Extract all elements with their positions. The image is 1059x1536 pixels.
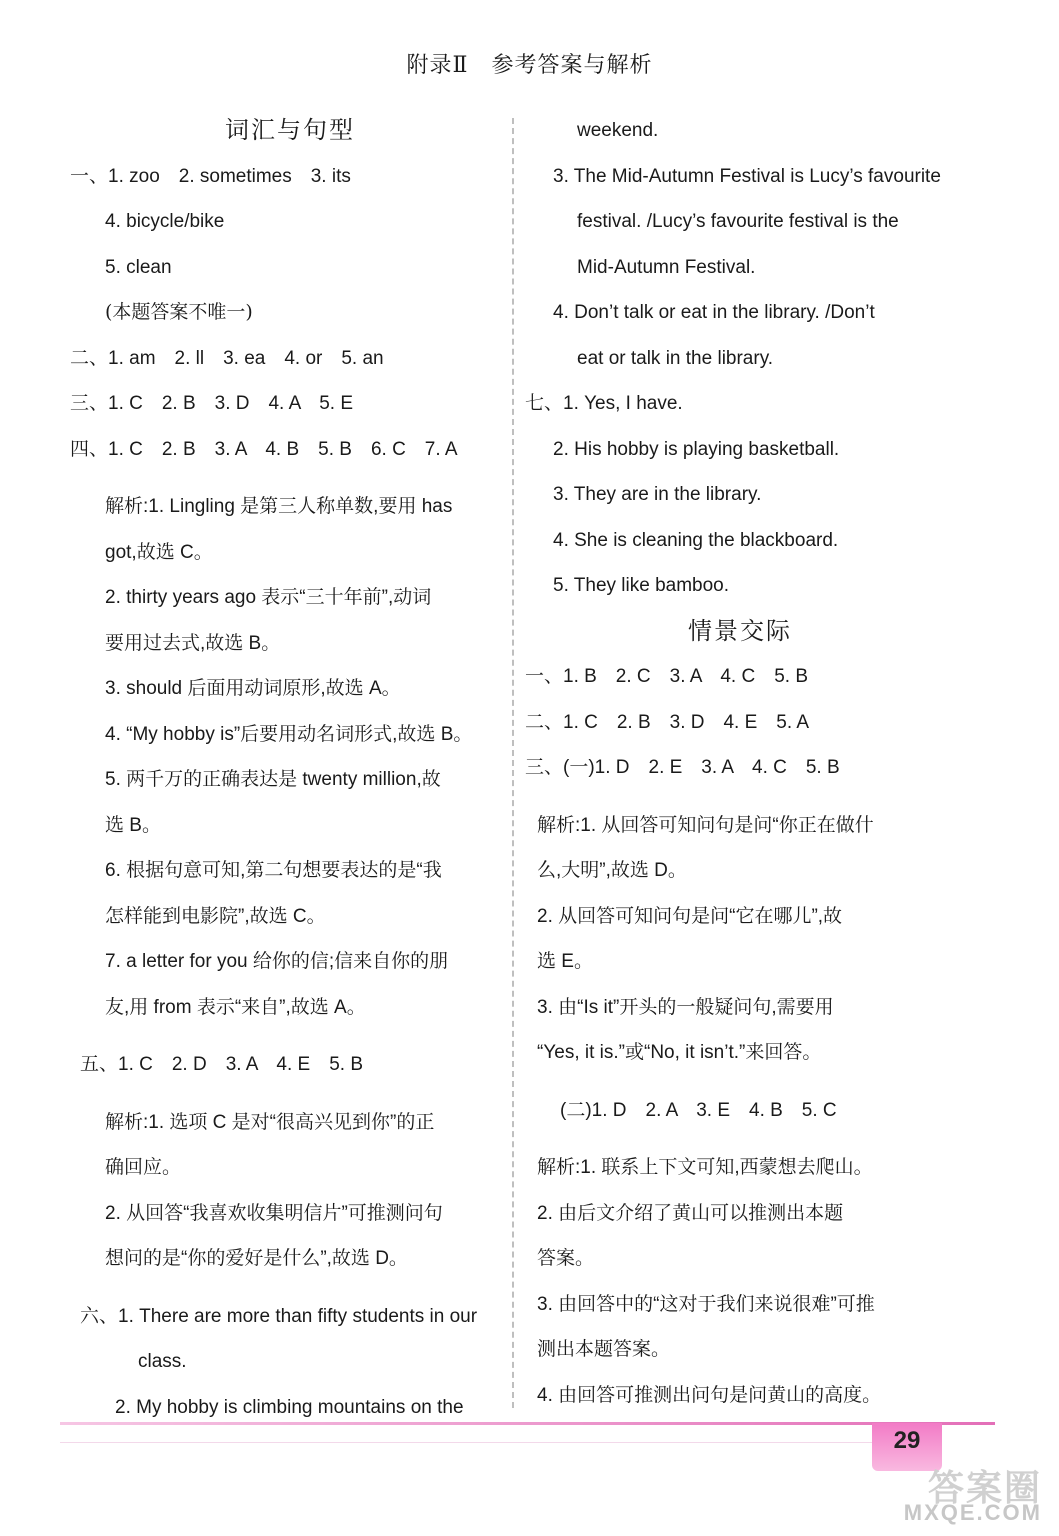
answer-line: 二、1. C 2. B 3. D 4. E 5. A [525,711,810,733]
explanation-line: got,故选 C。 [105,541,213,563]
answer-line: 一、1. zoo 2. sometimes 3. its [70,165,351,187]
answer-line: festival. /Lucy’s favourite festival is the [577,211,899,232]
explanation-line: 6. 根据句意可知,第二句想要表达的是“我 [105,860,442,881]
page-header: 附录Ⅱ 参考答案与解析 [406,53,653,78]
explanation-line: 2. thirty years ago 表示“三十年前”,动词 [105,587,432,608]
answer-line: 4. Don’t talk or eat in the library. /Don’t [553,302,875,323]
explanation-line: 2. 从回答“我喜欢收集明信片”可推测问句 [105,1202,443,1224]
watermark-text: MXQE.COM [903,1500,1042,1525]
explanation-line: 怎样能到电影院”,故选 C。 [105,905,326,927]
explanation-line: 测出本题答案。 [537,1339,671,1360]
answer-line: Mid-Autumn Festival. [577,256,756,278]
answer-note: (本题答案不唯一) [105,301,253,323]
answer-line: weekend. [577,120,659,141]
answer-line: 5. clean [105,256,172,278]
explanation-line: 想问的是“你的爱好是什么”,故选 D。 [105,1248,408,1269]
explanation-line: 解析:1. 从回答可知问句是问“你正在做什 [537,814,874,836]
watermark [870,1460,1050,1530]
answer-line: 4. She is cleaning the blackboard. [553,529,839,551]
explanation-line: 3. 由“Is it”开头的一般疑问句,需要用 [537,996,834,1018]
answer-line: 5. They like bamboo. [553,575,730,596]
column-divider [512,118,514,1408]
answer-line: class. [138,1351,187,1372]
section-title-dialogue: 情景交际 [688,616,792,645]
explanation-line: 么,大明”,故选 D。 [537,860,687,881]
explanation-line: 7. a letter for you 给你的信;信来自你的朋 [105,951,449,972]
footer-faint-line [60,1442,890,1443]
section-title-vocab: 词汇与句型 [225,116,355,144]
answer-line: 2. My hobby is climbing mountains on the [115,1396,464,1418]
answer-line: 2. His hobby is playing basketball. [553,438,840,460]
explanation-line: 解析:1. 选项 C 是对“很高兴见到你”的正 [105,1111,435,1133]
explanation-line: 3. should 后面用动词原形,故选 A。 [105,678,401,699]
explanation-line: 确回应。 [105,1157,182,1178]
explanation-line: 选 E。 [537,951,593,972]
answer-line: 五、1. C 2. D 3. A 4. E 5. B [80,1054,363,1075]
explanation-line: 4. “My hobby is”后要用动名词形式,故选 B。 [105,723,473,745]
explanation-line: 解析:1. Lingling 是第三人称单数,要用 has [105,496,453,517]
answer-line: 七、1. Yes, I have. [525,393,683,414]
left-column [70,108,510,1430]
watermark-logo: 答案圈 [927,1468,1042,1509]
explanation-line: 5. 两千万的正确表达是 twenty million,故 [105,769,441,790]
explanation-line: 选 B。 [105,814,161,836]
answer-line: 一、1. B 2. C 3. A 4. C 5. B [525,666,808,687]
answer-line: 3. The Mid-Autumn Festival is Lucy’s favourite [553,165,941,187]
answer-line: 三、1. C 2. B 3. D 4. A 5. E [70,393,353,414]
explanation-line: 2. 由后文介绍了黄山可以推测出本题 [537,1202,844,1224]
answer-line: 四、1. C 2. B 3. A 4. B 5. B 6. C 7. A [70,438,458,460]
explanation-line: 答案。 [537,1248,595,1269]
answer-line: 3. They are in the library. [553,484,762,505]
explanation-line: 3. 由回答中的“这对于我们来说很难”可推 [537,1293,875,1315]
explanation-line: 解析:1. 联系上下文可知,西蒙想去爬山。 [537,1157,873,1178]
answer-line: eat or talk in the library. [577,347,774,369]
explanation-line: 友,用 from 表示“来自”,故选 A。 [105,996,366,1018]
explanation-line: “Yes, it is.”或“No, it isn’t.”来回答。 [537,1042,822,1063]
answer-line: 六、1. There are more than fifty students in our [80,1305,478,1327]
answer-line: 二、1. am 2. ll 3. ea 4. or 5. an [70,347,384,369]
explanation-line: 4. 由回答可推测出问句是问黄山的高度。 [537,1384,882,1406]
answer-line: 三、(一)1. D 2. E 3. A 4. C 5. B [525,757,840,778]
explanation-line: 2. 从回答可知问句是问“它在哪儿”,故 [537,905,843,927]
right-column [525,108,955,1418]
answer-line: 4. bicycle/bike [105,211,225,232]
answer-line: (二)1. D 2. A 3. E 4. B 5. C [560,1099,837,1121]
footer-accent-line [60,1422,995,1425]
explanation-line: 要用过去式,故选 B。 [105,632,281,654]
page-number: 29 [893,1427,921,1454]
